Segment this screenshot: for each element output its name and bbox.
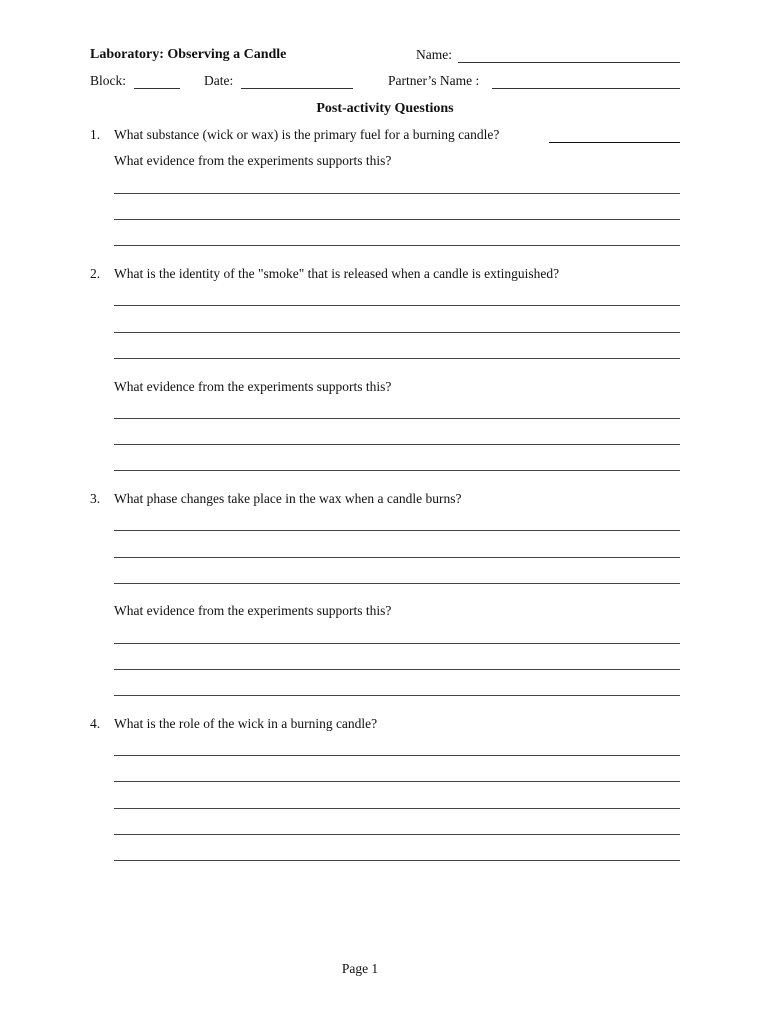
name-field-line[interactable] [458, 62, 680, 63]
answer-line[interactable] [114, 695, 680, 696]
answer-line[interactable] [114, 781, 680, 782]
question-followup: What evidence from the experiments supports this? [114, 153, 392, 168]
block-field-line[interactable] [134, 88, 180, 89]
question-followup: What evidence from the experiments supports this? [114, 379, 392, 394]
question-text: What substance (wick or wax) is the primary fuel for a burning candle? [114, 127, 500, 142]
answer-line[interactable] [114, 332, 680, 333]
answer-line[interactable] [114, 358, 680, 359]
answer-line[interactable] [114, 470, 680, 471]
date-field-line[interactable] [241, 88, 353, 89]
answer-line[interactable] [114, 305, 680, 306]
partner-name-label: Partner’s Name : [388, 73, 480, 88]
short-answer-line[interactable] [549, 142, 680, 143]
question-followup: What evidence from the experiments supports this? [114, 603, 392, 618]
document-title: Laboratory: Observing a Candle [90, 47, 287, 62]
answer-line[interactable] [114, 669, 680, 670]
answer-line[interactable] [114, 530, 680, 531]
answer-line[interactable] [114, 755, 680, 756]
answer-line[interactable] [114, 245, 680, 246]
question-number: 4. [90, 716, 101, 731]
question-text: What is the identity of the "smoke" that is released when a candle is extinguished? [114, 266, 560, 281]
question-text: What is the role of the wick in a burning candle? [114, 716, 378, 731]
question-number: 2. [90, 266, 101, 281]
page-number: Page 1 [341, 961, 379, 976]
answer-line[interactable] [114, 193, 680, 194]
date-label: Date: [204, 73, 234, 88]
answer-line[interactable] [114, 444, 680, 445]
answer-line[interactable] [114, 860, 680, 861]
question-number: 3. [90, 491, 101, 506]
answer-line[interactable] [114, 583, 680, 584]
answer-line[interactable] [114, 219, 680, 220]
partner-name-field-line[interactable] [492, 88, 680, 89]
question-number: 1. [90, 127, 101, 142]
answer-line[interactable] [114, 418, 680, 419]
answer-line[interactable] [114, 808, 680, 809]
answer-line[interactable] [114, 834, 680, 835]
answer-line[interactable] [114, 557, 680, 558]
question-text: What phase changes take place in the wax when a candle burns? [114, 491, 462, 506]
block-label: Block: [90, 73, 126, 88]
answer-line[interactable] [114, 643, 680, 644]
name-label: Name: [416, 47, 452, 62]
section-title: Post-activity Questions [316, 101, 454, 116]
